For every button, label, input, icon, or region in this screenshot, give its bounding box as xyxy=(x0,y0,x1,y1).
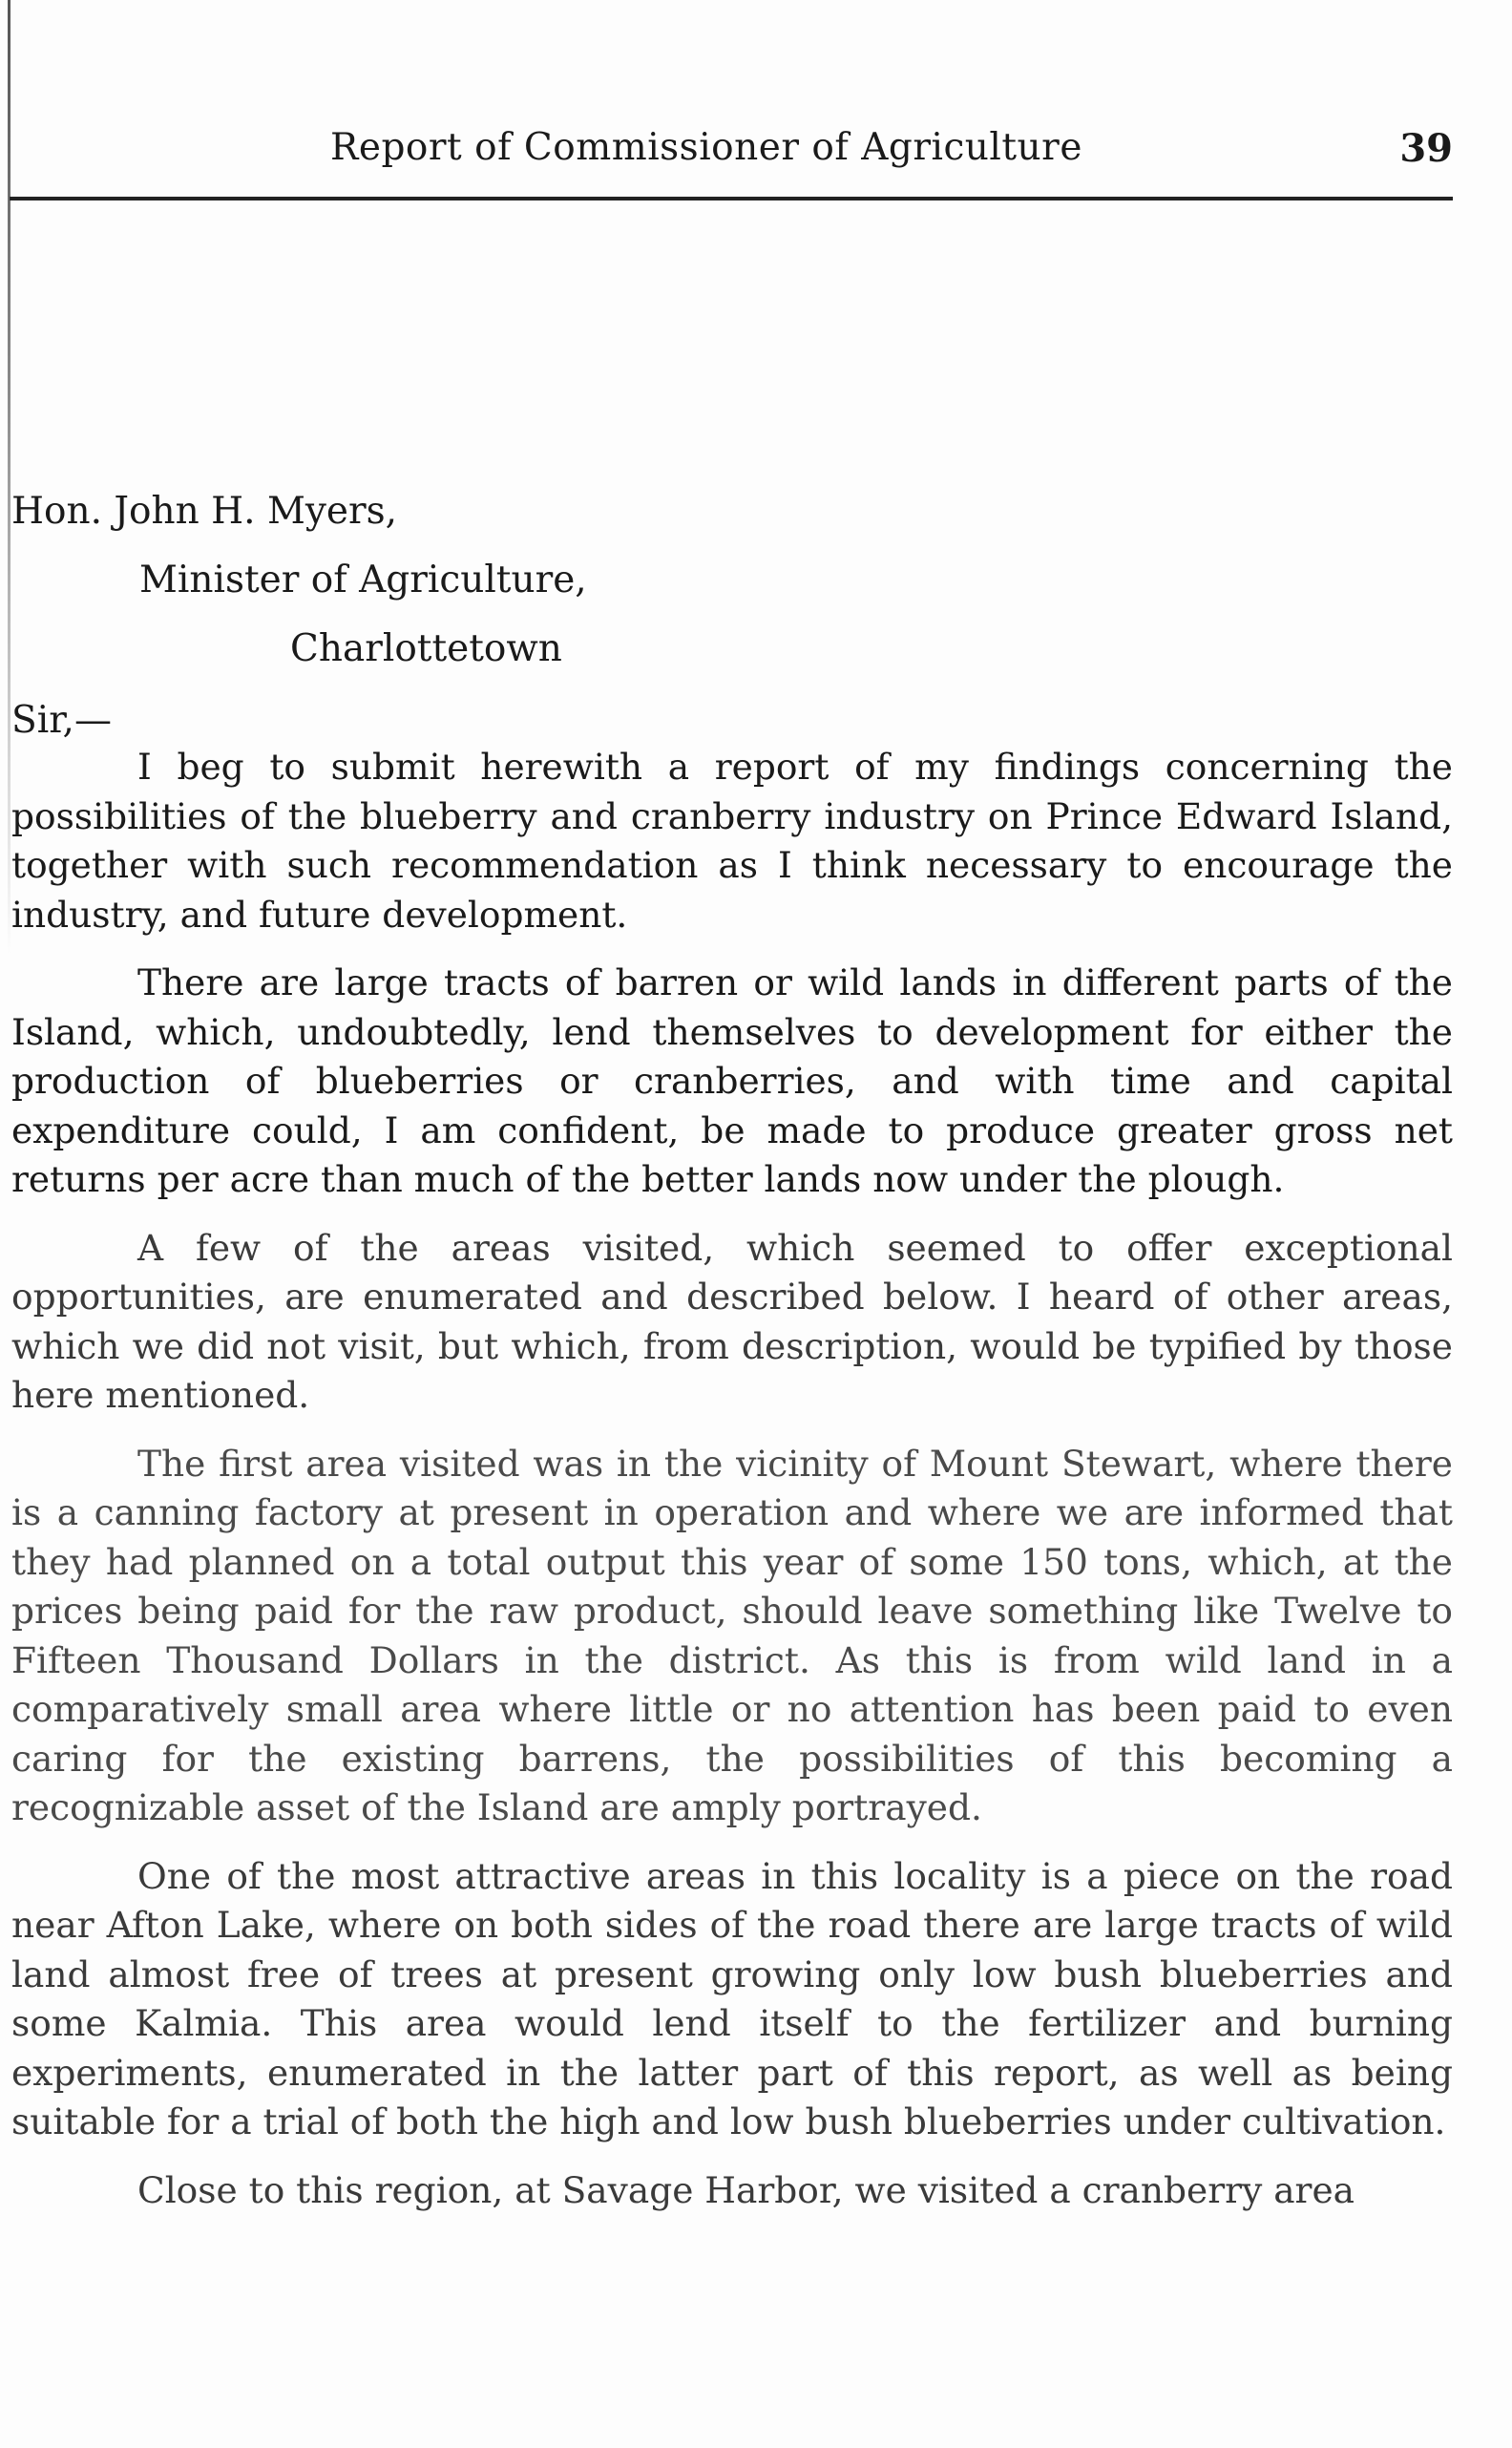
paragraph-mount-stewart: The first area visited was in the vicinity of Mount Stewart, where there is a canning factory at present in operation and where we are informed that they had planned on a total output this year of some 150 tons, which, at the prices being paid for the raw product, should leave something like Twelve to Fifteen Thousand Dollars in the district. As this is from wild land in a comparatively small area where little or no attention has been paid to even caring for the existing barrens, the possibilities of this becoming a recognizable asset of the Island are amply portrayed. xyxy=(11,1442,1453,1828)
address-line-name: Hon. John H. Myers, xyxy=(11,490,398,533)
running-header-title: Report of Commissioner of Agriculture xyxy=(330,126,1082,169)
paragraph-areas-visited: A few of the areas visited, which seemed to offer exceptional opportunities, are enumerated and described below. I heard of other areas, which we did not visit, but which, from description, would be typified by those here mentioned. xyxy=(11,1226,1453,1416)
running-header xyxy=(10,122,1453,200)
letter-body xyxy=(11,743,1453,2234)
address-line-city: Charlottetown xyxy=(290,627,562,670)
salutation: Sir,— xyxy=(11,699,112,742)
paragraph-savage-harbor: Close to this region, at Savage Harbor, we visited a cranberry area xyxy=(137,2168,1355,2211)
address-line-title: Minister of Agriculture, xyxy=(139,559,587,601)
paragraph-intro: I beg to submit herewith a report of my findings concerning the possibilities of the blueberry and cranberry industry on Prince Edward Island, together with such recommendation as I think necessary to encourage the industry, and future development. xyxy=(11,746,1453,936)
paragraph-afton-lake: One of the most attractive areas in this locality is a piece on the road near Afton Lake, where on both sides of the road there are large tracts of wild land almost free of trees at present growing only low bush blueberries and some Kalmia. This area would lend itself to the fertilizer and burning experiments, enumerated in the latter part of this report, as well as being suitable for a trial of both the high and low bush blueberries under cultivation. xyxy=(11,1854,1453,2142)
paragraph-barren-lands: There are large tracts of barren or wild lands in different parts of the Island, which, undoubtedly, lend themselves to development for either the production of blueberries or cranberries, and with time and capital expenditure could, I am confident, be made to produce greater gross net returns per acre than much of the better lands now under the plough. xyxy=(11,961,1453,1200)
recipient-address xyxy=(11,477,587,684)
page-number: 39 xyxy=(1399,126,1453,171)
